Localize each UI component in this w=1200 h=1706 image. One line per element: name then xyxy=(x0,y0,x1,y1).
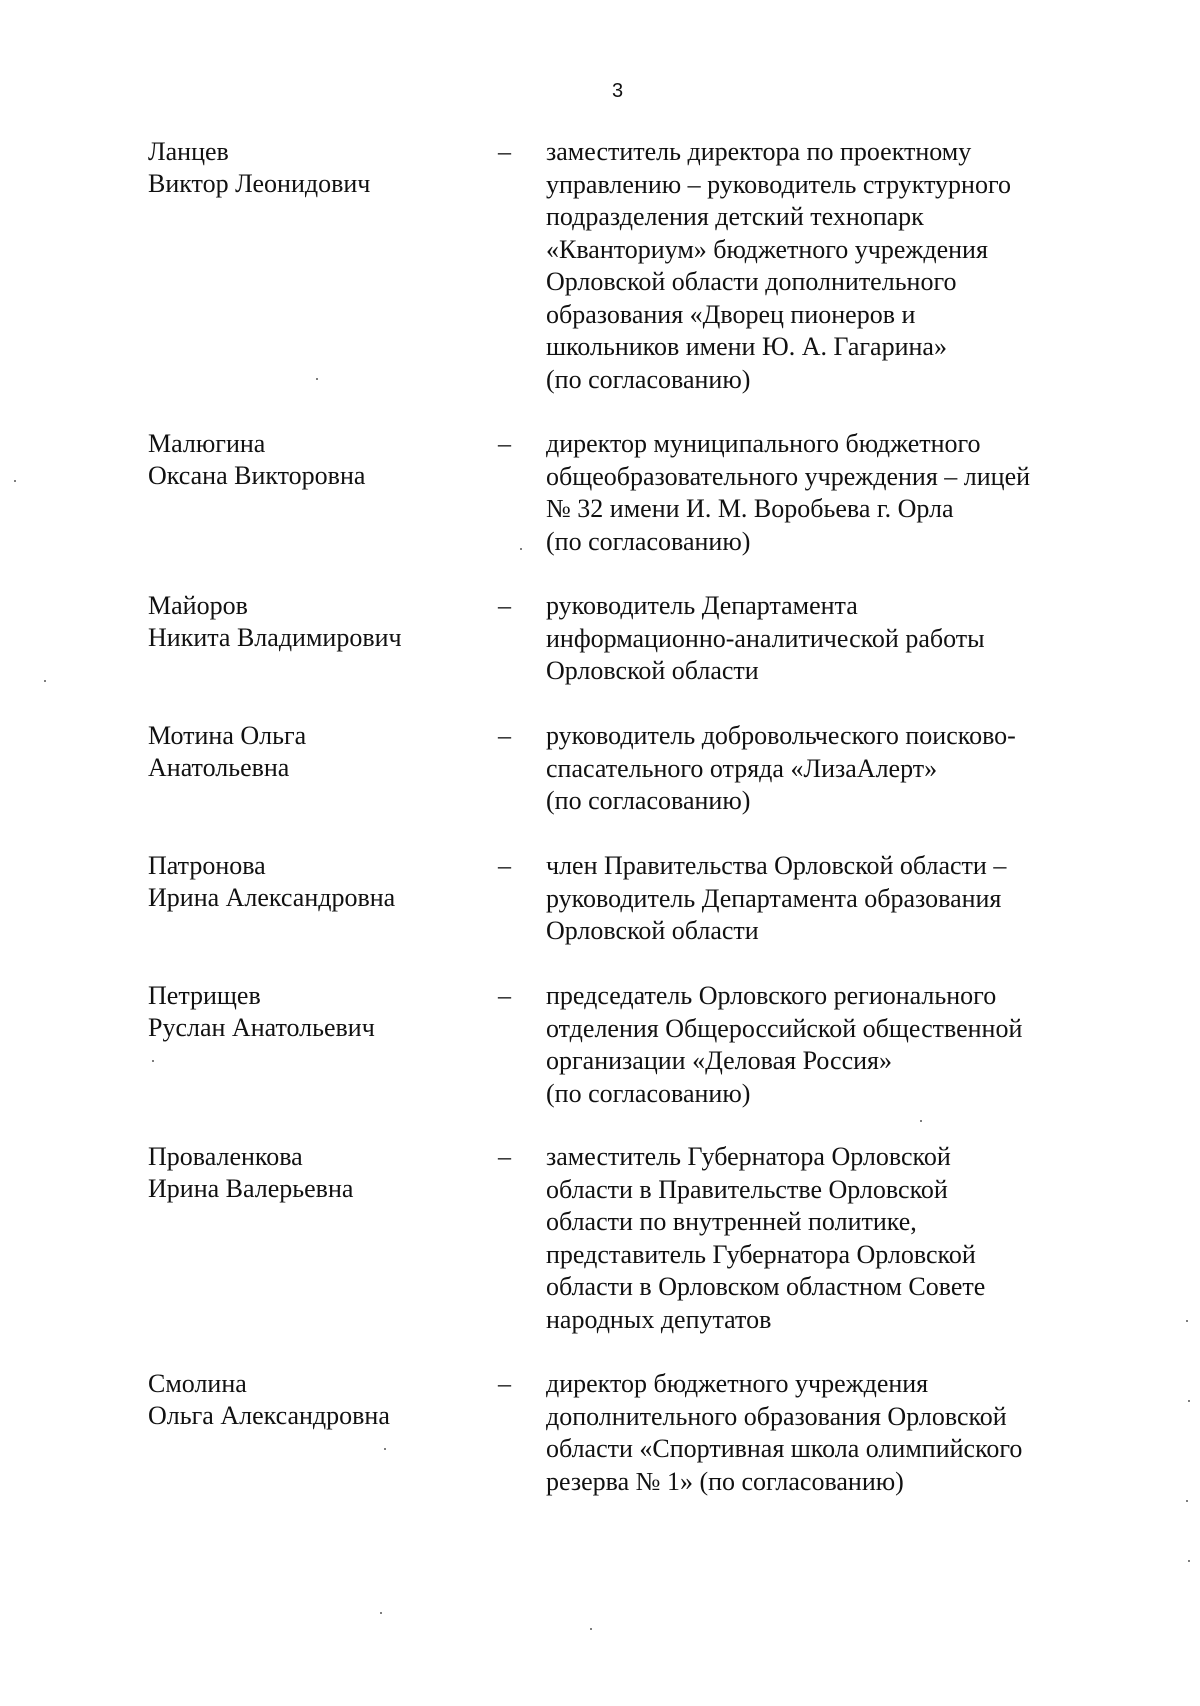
scan-speck xyxy=(1186,1500,1188,1502)
member-name xyxy=(148,1141,468,1205)
position-line: спасательного отряда «ЛизаАлерт» xyxy=(546,753,938,783)
position-line: дополнительного образования Орловской xyxy=(546,1401,1007,1431)
scan-speck xyxy=(380,1612,382,1614)
position-line: школьников имени Ю. А. Гагарина» xyxy=(546,332,947,361)
member-name xyxy=(148,428,468,492)
position-line: области в Правительстве Орловской xyxy=(546,1174,948,1204)
position-line: (по согласованию) xyxy=(546,786,751,815)
position-line: информационно-аналитической работы xyxy=(546,623,985,653)
position-line: области в Орловском областном Совете xyxy=(546,1272,986,1301)
position-line: подразделения детский технопарк xyxy=(546,202,924,231)
member-name xyxy=(148,1368,468,1432)
position-line: Орловской области xyxy=(546,656,759,685)
scan-speck xyxy=(920,1120,922,1122)
separator-dash: – xyxy=(498,721,511,750)
scan-speck xyxy=(1186,1320,1188,1322)
member-given-names: Ирина Александровна xyxy=(148,883,396,912)
scan-speck xyxy=(152,1060,154,1062)
separator-dash: – xyxy=(498,851,511,880)
position-line: заместитель Губернатора Орловской xyxy=(546,1142,951,1171)
position-line: руководитель Департамента образования xyxy=(546,883,1002,913)
separator-dash: – xyxy=(498,1142,511,1171)
separator-dash: – xyxy=(498,137,511,166)
position-line: (по согласованию) xyxy=(546,364,751,394)
member-given-names: Никита Владимирович xyxy=(148,623,402,652)
member-surname: Петрищев xyxy=(148,981,261,1010)
member-surname: Патронова xyxy=(148,851,266,880)
member-surname: Проваленкова xyxy=(148,1142,303,1171)
position-line: Орловской области дополнительного xyxy=(546,267,957,296)
scan-speck xyxy=(1188,1400,1190,1402)
member-given-names: Оксана Викторовна xyxy=(148,461,366,490)
position-line: руководитель добровольческого поисково- xyxy=(546,721,1016,750)
member-position xyxy=(546,136,1106,396)
position-line: «Кванториум» бюджетного учреждения xyxy=(546,234,988,264)
position-line: Орловской области xyxy=(546,916,759,945)
separator-dash: – xyxy=(498,591,511,620)
member-position xyxy=(546,428,1106,558)
member-position xyxy=(546,980,1106,1110)
scan-speck xyxy=(14,480,16,482)
position-line: № 32 имени И. М. Воробьева г. Орла xyxy=(546,494,954,523)
position-line: организации «Деловая Россия» xyxy=(546,1046,892,1075)
position-line: народных депутатов xyxy=(546,1304,772,1334)
member-name xyxy=(148,136,468,200)
scan-speck xyxy=(316,378,318,380)
member-given-names: Руслан Анатольевич xyxy=(148,1013,375,1042)
position-line: управлению – руководитель структурного xyxy=(546,169,1011,199)
position-line: директор муниципального бюджетного xyxy=(546,429,981,458)
position-line: заместитель директора по проектному xyxy=(546,137,972,166)
separator-dash: – xyxy=(498,429,511,458)
member-surname: Майоров xyxy=(148,591,248,620)
position-line: (по согласованию) xyxy=(546,526,751,556)
member-surname: Малюгина xyxy=(148,429,266,458)
member-name xyxy=(148,590,468,654)
member-position xyxy=(546,720,1106,818)
member-given-names: Ольга Александровна xyxy=(148,1401,390,1430)
scan-speck xyxy=(590,1628,592,1630)
position-line: (по согласованию) xyxy=(546,1078,751,1108)
member-surname: Мотина Ольга xyxy=(148,721,307,750)
position-line: представитель Губернатора Орловской xyxy=(546,1239,976,1269)
member-surname: Ланцев xyxy=(148,137,229,166)
position-line: директор бюджетного учреждения xyxy=(546,1369,929,1398)
position-line: образования «Дворец пионеров и xyxy=(546,299,916,329)
position-line: член Правительства Орловской области – xyxy=(546,851,1007,880)
separator-dash: – xyxy=(498,981,511,1010)
scan-speck xyxy=(384,1448,386,1450)
position-line: председатель Орловского регионального xyxy=(546,981,997,1010)
scan-speck xyxy=(520,548,522,550)
position-line: области по внутренней политике, xyxy=(546,1207,917,1236)
member-given-names: Анатольевна xyxy=(148,753,290,782)
position-line: резерва № 1» (по согласованию) xyxy=(546,1466,904,1496)
member-position xyxy=(546,850,1106,948)
member-surname: Смолина xyxy=(148,1369,247,1398)
position-line: отделения Общероссийской общественной xyxy=(546,1013,1023,1043)
position-line: области «Спортивная школа олимпийского xyxy=(546,1434,1023,1463)
scan-speck xyxy=(44,680,46,682)
member-given-names: Виктор Леонидович xyxy=(148,169,371,198)
position-line: руководитель Департамента xyxy=(546,591,858,620)
member-name xyxy=(148,850,468,914)
member-position xyxy=(546,1141,1106,1336)
member-position xyxy=(546,590,1106,688)
separator-dash: – xyxy=(498,1369,511,1398)
member-given-names: Ирина Валерьевна xyxy=(148,1174,354,1203)
position-line: общеобразовательного учреждения – лицей xyxy=(546,461,1031,491)
member-name xyxy=(148,720,468,784)
scan-speck xyxy=(1188,1560,1190,1562)
member-position xyxy=(546,1368,1106,1498)
page-number: 3 xyxy=(612,80,624,102)
member-name xyxy=(148,980,468,1044)
